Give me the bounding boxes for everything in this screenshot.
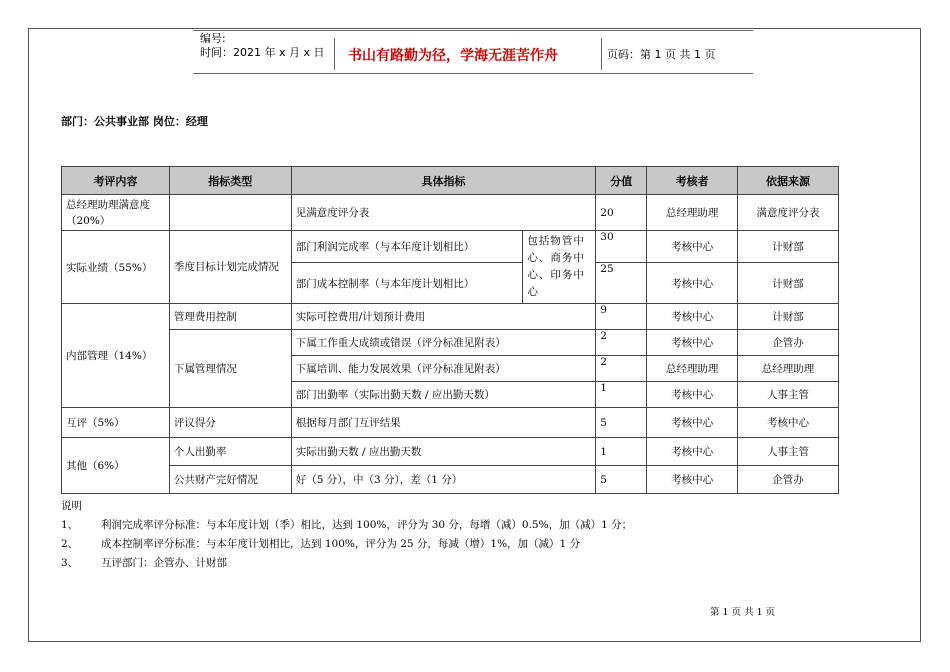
assessor-cell: 考核中心 — [647, 304, 738, 330]
score-cell: 9 — [596, 304, 647, 330]
score-cell: 20 — [596, 195, 647, 231]
score-cell: 1 — [596, 438, 647, 466]
evaluation-table — [61, 166, 839, 494]
note-item — [61, 555, 632, 574]
content-cell: 总经理助理满意度（20%） — [62, 195, 170, 231]
score-cell: 25 — [596, 263, 647, 304]
header-bottom-rule — [193, 73, 753, 74]
notes-section — [61, 498, 632, 574]
col-header: 具体指标 — [291, 167, 596, 195]
indicator-cell: 根据每月部门互评结果 — [291, 408, 596, 438]
header-motto: 书山有路勤为径，学海无涯苦作舟 — [348, 48, 558, 64]
source-cell: 人事主管 — [738, 438, 839, 466]
doc-date: 时间：2021 年 x 月 x 日 — [200, 46, 325, 59]
table-row — [62, 231, 839, 263]
col-header: 指标类型 — [169, 167, 291, 195]
indicator-cell: 部门出勤率（实际出勤天数 / 应出勤天数） — [291, 382, 596, 408]
note-text: 成本控制率评分标准：与本年度计划相比，达到 100%，评分为 25 分，每减（增）1%，加（减）1 分 — [101, 538, 581, 550]
content-cell: 互评（5%） — [62, 408, 170, 438]
header-top-rule — [193, 30, 753, 31]
table-row — [62, 195, 839, 231]
note-number: 1、 — [61, 519, 79, 531]
col-header: 依据来源 — [738, 167, 839, 195]
source-cell: 满意度评分表 — [738, 195, 839, 231]
indicator-cell: 见满意度评分表 — [291, 195, 596, 231]
source-cell: 考核中心 — [738, 408, 839, 438]
table-row — [62, 466, 839, 494]
type-cell: 公共财产完好情况 — [169, 466, 291, 494]
source-cell: 总经理助理 — [738, 356, 839, 382]
note-item — [61, 536, 632, 555]
assessor-cell: 考核中心 — [647, 408, 738, 438]
table-header-row — [62, 167, 839, 195]
source-cell: 计财部 — [738, 304, 839, 330]
indicator-cell: 好（5 分），中（3 分），差（1 分） — [291, 466, 596, 494]
content-cell: 实际业绩（55%） — [62, 231, 170, 304]
table-row — [62, 438, 839, 466]
dept-position-line: 部门：公共事业部 岗位：经理 — [61, 115, 208, 128]
indicator-cell: 部门利润完成率（与本年度计划相比） — [291, 231, 523, 263]
assessor-cell: 考核中心 — [647, 382, 738, 408]
source-cell: 企管办 — [738, 466, 839, 494]
notes-title: 说明 — [61, 500, 82, 512]
type-cell: 管理费用控制 — [169, 304, 291, 330]
table-row — [62, 408, 839, 438]
table-row — [62, 304, 839, 330]
score-cell: 5 — [596, 408, 647, 438]
type-cell: 季度目标计划完成情况 — [169, 231, 291, 304]
indicator-cell: 下属工作重大成绩或错误（评分标准见附表） — [291, 330, 596, 356]
score-cell: 5 — [596, 466, 647, 494]
assessor-cell: 总经理助理 — [647, 195, 738, 231]
indicator-cell: 实际可控费用/计划预计费用 — [291, 304, 596, 330]
source-cell: 企管办 — [738, 330, 839, 356]
score-cell: 30 — [596, 231, 647, 263]
source-cell: 计财部 — [738, 263, 839, 304]
score-cell: 2 — [596, 356, 647, 382]
note-text: 利润完成率评分标准：与本年度计划（季）相比，达到 100%，评分为 30 分，每增（减）0.5%，加（减）1 分； — [101, 519, 633, 531]
type-cell: 下属管理情况 — [169, 330, 291, 408]
note-number: 3、 — [61, 557, 79, 569]
assessor-cell: 考核中心 — [647, 438, 738, 466]
source-cell: 计财部 — [738, 231, 839, 263]
note-text: 互评部门：企管办、计财部 — [101, 557, 227, 569]
assessor-cell: 总经理助理 — [647, 356, 738, 382]
assessor-cell: 考核中心 — [647, 330, 738, 356]
note-number: 2、 — [61, 538, 79, 550]
col-header: 考核者 — [647, 167, 738, 195]
col-header: 分值 — [596, 167, 647, 195]
note-item — [61, 517, 632, 536]
page-code: 页码：第 1 页 共 1 页 — [607, 48, 716, 61]
indicator-cell: 部门成本控制率（与本年度计划相比） — [291, 263, 523, 304]
table-row — [62, 330, 839, 356]
header-separator — [601, 38, 602, 70]
assessor-cell: 考核中心 — [647, 231, 738, 263]
type-cell: 个人出勤率 — [169, 438, 291, 466]
type-cell — [169, 195, 291, 231]
content-cell: 内部管理（14%） — [62, 304, 170, 408]
assessor-cell: 考核中心 — [647, 263, 738, 304]
score-cell: 2 — [596, 330, 647, 356]
source-cell: 人事主管 — [738, 382, 839, 408]
header-separator — [334, 38, 335, 70]
type-cell: 评议得分 — [169, 408, 291, 438]
indicator-cell: 实际出勤天数 / 应出勤天数 — [291, 438, 596, 466]
assessor-cell: 考核中心 — [647, 466, 738, 494]
page-footer: 第 1 页 共 1 页 — [710, 607, 776, 618]
doc-number-label: 编号: — [200, 32, 226, 45]
note-cell: 包括物管中心、商务中心、印务中心 — [523, 231, 596, 304]
score-cell: 1 — [596, 382, 647, 408]
indicator-cell: 下属培训、能力发展效果（评分标准见附表） — [291, 356, 596, 382]
col-header: 考评内容 — [62, 167, 170, 195]
content-cell: 其他（6%） — [62, 438, 170, 494]
